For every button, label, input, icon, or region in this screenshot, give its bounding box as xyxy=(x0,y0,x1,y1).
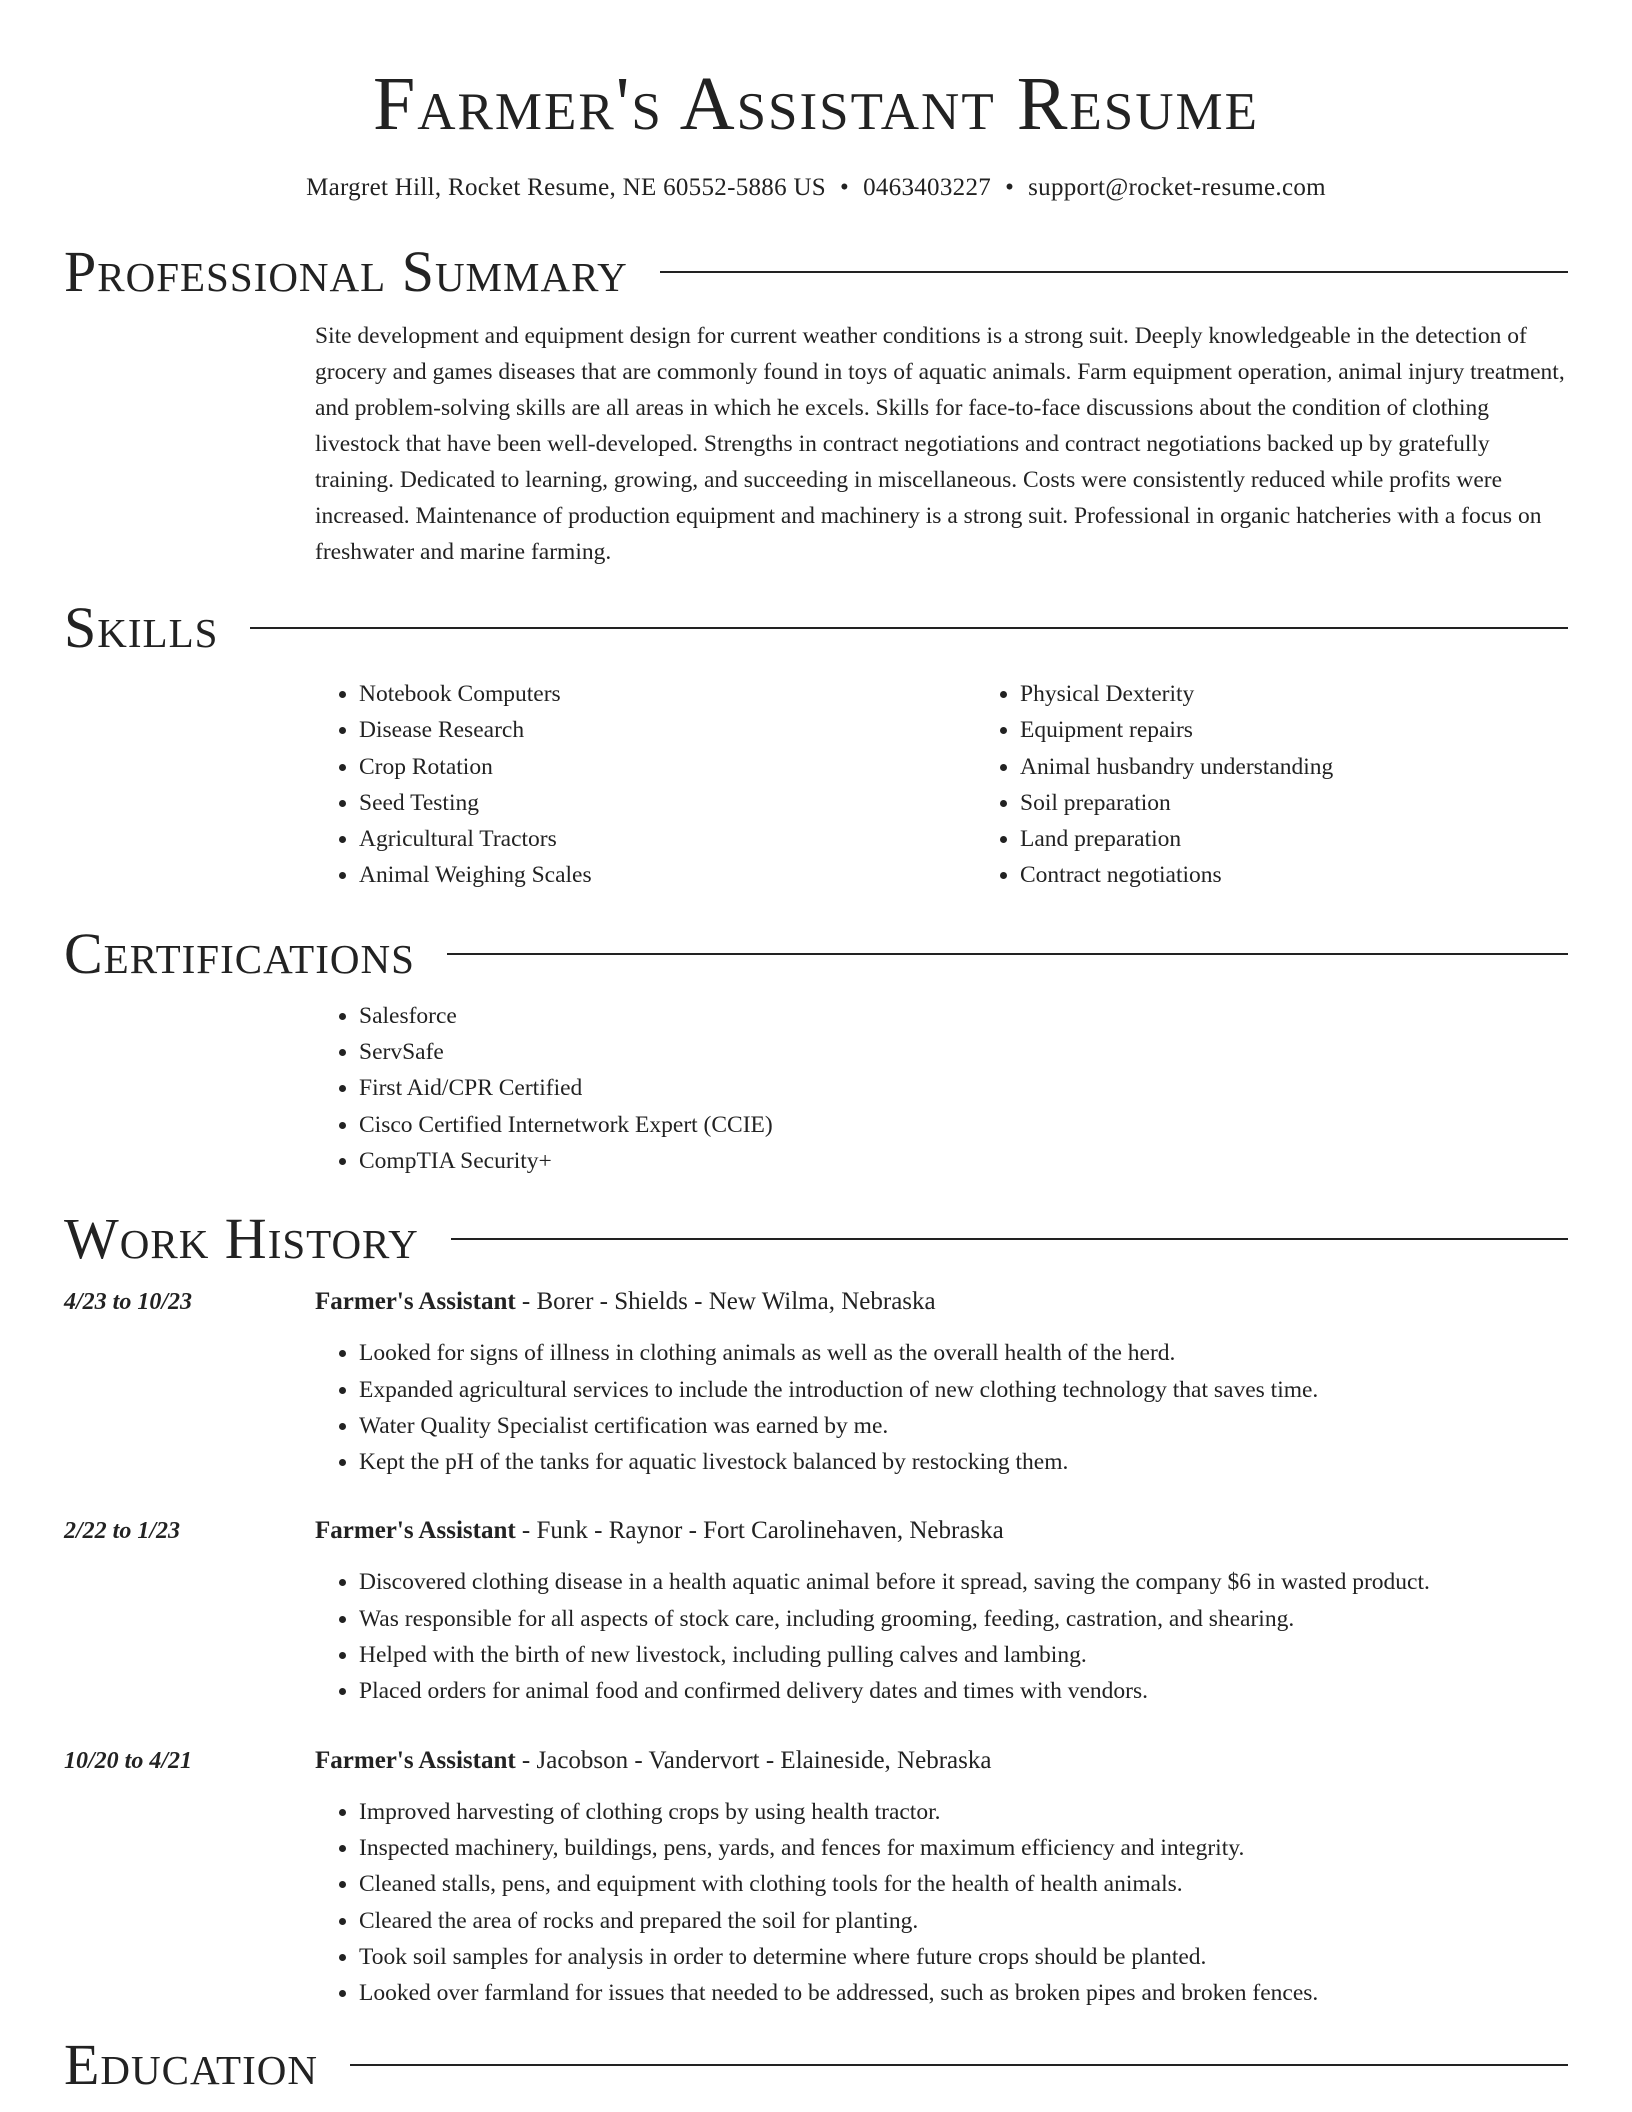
certification-item: • Cisco Certified Internetwork Expert (CCIE) xyxy=(359,1107,1568,1143)
skill-item: • Animal husbandry understanding xyxy=(1020,749,1632,785)
skill-item: • Contract negotiations xyxy=(1020,857,1632,893)
job-bullet: • Water Quality Specialist certification was earned by me. xyxy=(359,1408,1568,1444)
job-title: Farmer's Assistant xyxy=(315,1746,516,1774)
job-title: Farmer's Assistant xyxy=(315,1288,516,1316)
section-divider xyxy=(660,271,1568,273)
certification-item: • First Aid/CPR Certified xyxy=(359,1070,1568,1106)
job-dates: 4/23 to 10/23 xyxy=(64,1289,193,1316)
job-bullet: • Cleaned stalls, pens, and equipment with clothing tools for the health of health animals. xyxy=(359,1866,1568,1902)
job-bullets xyxy=(315,1564,1568,1709)
job-header xyxy=(64,1285,1568,1319)
job-title: Farmer's Assistant xyxy=(315,1517,516,1545)
section-divider xyxy=(451,1238,1568,1240)
section-divider xyxy=(350,2064,1568,2066)
job-bullet: • Looked for signs of illness in clothing animals as well as the overall health of the herd. xyxy=(359,1335,1568,1371)
certifications-heading: Certifications xyxy=(64,920,415,986)
job-header xyxy=(64,1744,1568,1778)
section-divider xyxy=(447,953,1568,955)
resume-page xyxy=(64,0,1568,2097)
job-details: - Funk - Raynor - Fort Carolinehaven, Nebraska xyxy=(515,1517,1004,1545)
contact-address: Margret Hill, Rocket Resume, NE 60552-5886 US xyxy=(306,174,826,201)
work-entry xyxy=(64,1744,1568,2012)
job-bullets xyxy=(315,1335,1568,1480)
education-section-header xyxy=(64,2033,1568,2097)
resume-title: Farmer's Assistant Resume xyxy=(372,62,1260,146)
skills-heading: Skills xyxy=(64,595,219,660)
skills-column-left xyxy=(315,676,976,894)
job-dates: 2/22 to 1/23 xyxy=(64,1518,181,1545)
job-bullet: • Placed orders for animal food and confirmed delivery dates and times with vendors. xyxy=(359,1673,1568,1709)
skill-item: • Disease Research xyxy=(359,712,976,748)
contact-line xyxy=(64,172,1568,204)
job-bullet: • Cleared the area of rocks and prepared the soil for planting. xyxy=(359,1903,1568,1939)
summary-heading: Professional Summary xyxy=(64,239,628,304)
work-entry xyxy=(64,1514,1568,1709)
skill-item: • Notebook Computers xyxy=(359,676,976,712)
work-entry xyxy=(64,1285,1568,1480)
skills-column-right xyxy=(976,676,1632,894)
job-bullet: • Expanded agricultural services to include the introduction of new clothing technology that saves time. xyxy=(359,1372,1568,1408)
certifications-section-header xyxy=(64,922,1568,986)
skill-item: • Equipment repairs xyxy=(1020,712,1632,748)
job-bullet: • Took soil samples for analysis in order to determine where future crops should be planted. xyxy=(359,1939,1568,1975)
skill-item: • Land preparation xyxy=(1020,821,1632,857)
job-bullet: • Kept the pH of the tanks for aquatic livestock balanced by restocking them. xyxy=(359,1444,1568,1480)
skill-item: • Soil preparation xyxy=(1020,785,1632,821)
skill-item: • Crop Rotation xyxy=(359,749,976,785)
work-heading: Work History xyxy=(64,1206,419,1272)
summary-section-header xyxy=(64,240,1568,304)
certification-item: • ServSafe xyxy=(359,1034,1568,1070)
job-header xyxy=(64,1514,1568,1548)
job-bullet: • Inspected machinery, buildings, pens, yards, and fences for maximum efficiency and integrity. xyxy=(359,1830,1568,1866)
skill-item: • Physical Dexterity xyxy=(1020,676,1632,712)
section-divider xyxy=(250,627,1568,629)
education-heading: Education xyxy=(64,2032,318,2098)
certification-item: • Salesforce xyxy=(359,998,1568,1034)
skill-item: • Agricultural Tractors xyxy=(359,821,976,857)
work-section-header xyxy=(64,1207,1568,1271)
job-details: - Jacobson - Vandervort - Elaineside, Nebraska xyxy=(515,1746,992,1774)
certifications-list xyxy=(315,998,1568,1179)
job-bullets xyxy=(315,1794,1568,2012)
certification-item: • CompTIA Security+ xyxy=(359,1143,1568,1179)
contact-phone: 0463403227 xyxy=(863,174,992,201)
contact-separator: • xyxy=(1005,174,1015,201)
skill-item: • Animal Weighing Scales xyxy=(359,857,976,893)
skills-list xyxy=(315,676,1568,894)
summary-body xyxy=(315,318,1568,570)
skills-section-header xyxy=(64,596,1568,660)
summary-text: Site development and equipment design for current weather conditions is a strong suit. Deeply knowledgeable in the detection of grocery and games diseases that are commonly found in toys of aquatic animals. Farm equipment operation, animal injury treatment, and problem-solving skills are all areas in which he excels. Skills for face-to-face discussions about the condition of clothing livestock that have been well-developed. Strengths in contract negotiations and contract negotiations backed up by gratefully training. Dedicated to learning, growing, and succeeding in miscellaneous. Costs were consistently reduced while profits were increased. Maintenance of production equipment and machinery is a strong suit. Professional in organic hatcheries with a focus on freshwater and marine farming. xyxy=(315,323,1565,565)
job-bullet: • Helped with the birth of new livestock, including pulling calves and lambing. xyxy=(359,1637,1568,1673)
job-bullet: • Discovered clothing disease in a health aquatic animal before it spread, saving the company $6 in wasted product. xyxy=(359,1564,1568,1600)
job-dates: 10/20 to 4/21 xyxy=(64,1747,193,1774)
contact-separator: • xyxy=(840,174,850,201)
job-bullet: • Improved harvesting of clothing crops by using health tractor. xyxy=(359,1794,1568,1830)
job-details: - Borer - Shields - New Wilma, Nebraska xyxy=(515,1288,936,1316)
job-bullet: • Was responsible for all aspects of stock care, including grooming, feeding, castration, and shearing. xyxy=(359,1601,1568,1637)
contact-email[interactable]: support@rocket-resume.com xyxy=(1028,174,1326,201)
job-bullet: • Looked over farmland for issues that needed to be addressed, such as broken pipes and broken fences. xyxy=(359,1975,1568,2011)
skill-item: • Seed Testing xyxy=(359,785,976,821)
